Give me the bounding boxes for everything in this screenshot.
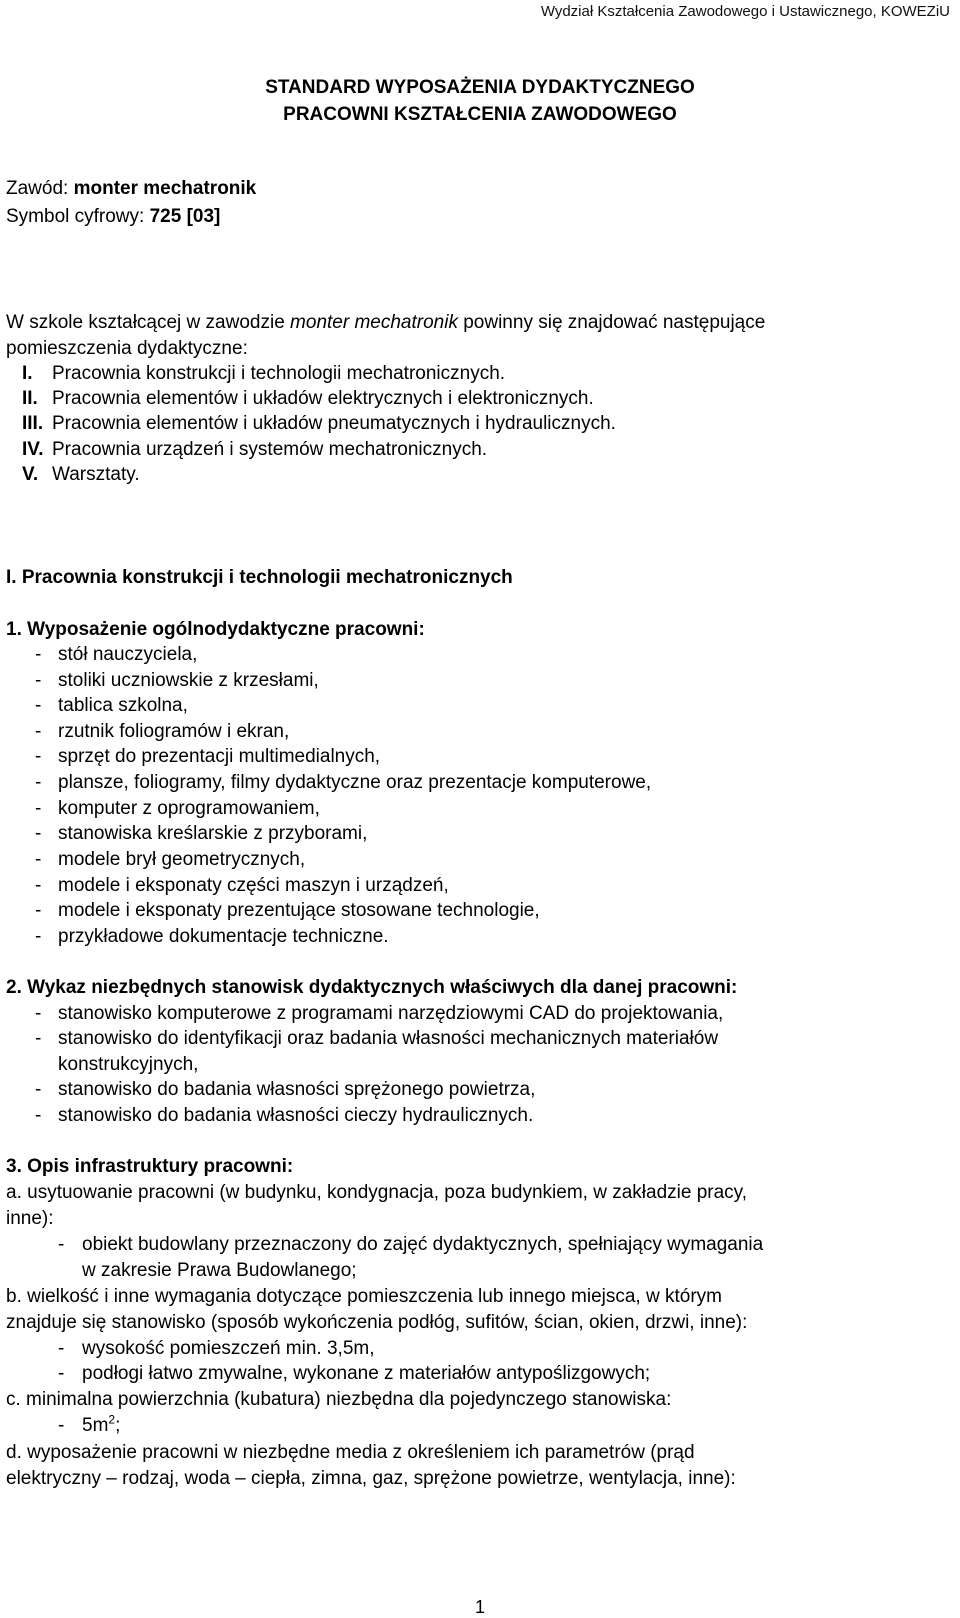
room-label: Pracownia elementów i układów pneumatycznych i hydraulicznych.	[52, 413, 616, 434]
list-dash: -	[35, 823, 42, 844]
list-dash: -	[35, 1079, 42, 1100]
list-dash: -	[35, 695, 42, 716]
room-item	[22, 438, 487, 462]
list-dash: -	[35, 746, 42, 767]
list-item: stół nauczyciela,	[58, 644, 198, 665]
list-item: stanowisko komputerowe z programami narzędziowymi CAD do projektowania,	[58, 1003, 724, 1024]
subsection-2-heading: 2. Wykaz niezbędnych stanowisk dydaktycznych właściwych dla danej pracowni:	[6, 977, 738, 998]
page-number: 1	[474, 1597, 485, 1617]
room-label: Pracownia urządzeń i systemów mechatronicznych.	[52, 439, 488, 460]
list-dash: -	[58, 1363, 65, 1384]
list-dash: -	[35, 670, 42, 691]
infra-a-line-1: a. usytuowanie pracowni (w budynku, kondygnacja, poza budynkiem, w zakładzie pracy,	[6, 1182, 748, 1203]
room-number: V.	[22, 464, 39, 485]
room-label: Pracownia elementów i układów elektrycznych i elektronicznych.	[52, 388, 594, 409]
list-item: modele i eksponaty prezentujące stosowane technologie,	[58, 900, 540, 921]
list-dash: -	[35, 875, 42, 896]
room-item	[22, 463, 140, 487]
intro-italic-profession: monter mechatronik	[290, 312, 458, 333]
infra-d-line-2: elektryczny – rodzaj, woda – ciepła, zimna, gaz, sprężone powietrze, wentylacja, inne):	[6, 1468, 736, 1489]
room-number: IV.	[22, 439, 44, 460]
intro-line-1	[6, 311, 765, 335]
room-number: III.	[22, 413, 44, 434]
infra-a-item-line-2: w zakresie Prawa Budowlanego;	[82, 1260, 357, 1281]
list-item: stanowisko do badania własności cieczy hydraulicznych.	[58, 1105, 534, 1126]
infra-b-line-2: znajduje się stanowisko (sposób wykończenia podłóg, sufitów, ścian, okien, drzwi, inne):	[6, 1312, 748, 1333]
list-dash: -	[58, 1234, 65, 1255]
list-dash: -	[35, 721, 42, 742]
profession-value: monter mechatronik	[73, 178, 257, 199]
symbol-value: 725 [03]	[149, 206, 221, 227]
list-item: komputer z oprogramowaniem,	[58, 798, 320, 819]
infra-c-item	[82, 1414, 120, 1438]
symbol-line	[6, 205, 220, 229]
list-item: modele brył geometrycznych,	[58, 849, 306, 870]
room-label: Pracownia konstrukcji i technologii mechatronicznych.	[52, 363, 506, 384]
list-item: stoliki uczniowskie z krzesłami,	[58, 670, 319, 691]
list-dash: -	[35, 798, 42, 819]
room-number: II.	[22, 388, 38, 409]
list-item-continuation: konstrukcyjnych,	[58, 1054, 199, 1075]
intro-part-1: W szkole kształcącej w zawodzie	[6, 312, 285, 333]
area-terminator: ;	[115, 1415, 121, 1436]
profession-line	[6, 177, 256, 201]
list-item: modele i eksponaty części maszyn i urządzeń,	[58, 875, 449, 896]
list-dash: -	[35, 1003, 42, 1024]
list-item: tablica szkolna,	[58, 695, 188, 716]
infra-b-item: wysokość pomieszczeń min. 3,5m,	[82, 1338, 375, 1359]
room-item	[22, 387, 594, 411]
title-line-1: STANDARD WYPOSAŻENIA DYDAKTYCZNEGO	[265, 77, 695, 98]
intro-part-2: powinny się znajdować następujące	[463, 312, 766, 333]
area-exponent: 2	[108, 1412, 116, 1427]
list-item: przykładowe dokumentacje techniczne.	[58, 926, 389, 947]
list-item: rzutnik foliogramów i ekran,	[58, 721, 290, 742]
list-item: plansze, foliogramy, filmy dydaktyczne oraz prezentacje komputerowe,	[58, 772, 652, 793]
subsection-1-heading: 1. Wyposażenie ogólnodydaktyczne pracowni:	[6, 619, 425, 640]
list-item: sprzęt do prezentacji multimedialnych,	[58, 746, 381, 767]
list-item: stanowisko do identyfikacji oraz badania własności mechanicznych materiałów	[58, 1028, 719, 1049]
list-dash: -	[35, 1105, 42, 1126]
list-item: stanowisko do badania własności sprężonego powietrza,	[58, 1079, 536, 1100]
room-item	[22, 412, 616, 436]
profession-label: Zawód:	[6, 178, 69, 199]
document-title	[0, 74, 960, 128]
infra-b-line-1: b. wielkość i inne wymagania dotyczące pomieszczenia lub innego miejsca, w którym	[6, 1286, 722, 1307]
section-1-heading: I. Pracownia konstrukcji i technologii mechatronicznych	[6, 567, 513, 588]
list-item: stanowiska kreślarskie z przyborami,	[58, 823, 368, 844]
infra-c-line-1: c. minimalna powierzchnia (kubatura) niezbędna dla pojedynczego stanowiska:	[6, 1389, 672, 1410]
infra-a-line-2: inne):	[6, 1208, 54, 1229]
infra-a-item-line-1: obiekt budowlany przeznaczony do zajęć dydaktycznych, spełniający wymagania	[82, 1234, 764, 1255]
symbol-label: Symbol cyfrowy:	[6, 206, 145, 227]
room-number: I.	[22, 363, 33, 384]
list-dash: -	[35, 900, 42, 921]
list-dash: -	[35, 772, 42, 793]
list-dash: -	[35, 644, 42, 665]
room-label: Warsztaty.	[52, 464, 140, 485]
intro-line-2: pomieszczenia dydaktyczne:	[6, 338, 248, 359]
area-value: 5m	[82, 1415, 109, 1436]
list-dash: -	[35, 926, 42, 947]
title-line-2: PRACOWNI KSZTAŁCENIA ZAWODOWEGO	[283, 104, 677, 125]
infra-b-item: podłogi łatwo zmywalne, wykonane z materiałów antypoślizgowych;	[82, 1363, 651, 1384]
infra-d-line-1: d. wyposażenie pracowni w niezbędne media z określeniem ich parametrów (prąd	[6, 1442, 695, 1463]
list-dash: -	[58, 1338, 65, 1359]
list-dash: -	[58, 1415, 65, 1436]
list-dash: -	[35, 1028, 42, 1049]
list-dash: -	[35, 849, 42, 870]
room-item	[22, 362, 505, 386]
running-header: Wydział Kształcenia Zawodowego i Ustawicznego, KOWEZiU	[540, 3, 950, 20]
subsection-3-heading: 3. Opis infrastruktury pracowni:	[6, 1156, 294, 1177]
